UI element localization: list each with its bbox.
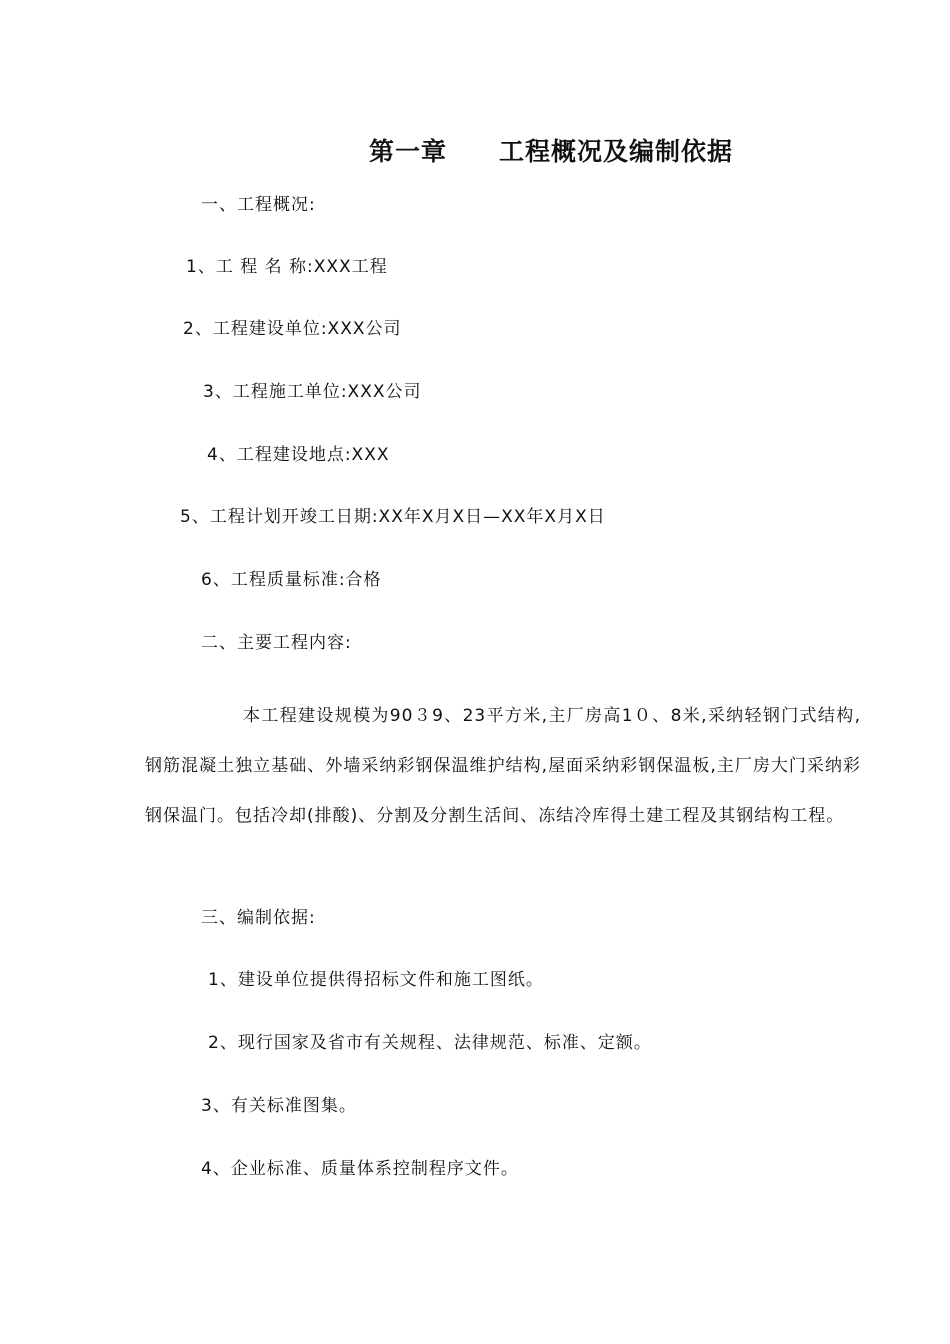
basis-item: 3、有关标准图集。 xyxy=(201,1096,357,1116)
project-quality-item: 6、工程质量标准:合格 xyxy=(201,570,382,590)
basis-item: 1、建设单位提供得招标文件和施工图纸。 xyxy=(208,970,544,990)
section-heading-basis: 三、编制依据: xyxy=(201,908,316,928)
chapter-title xyxy=(0,132,950,168)
section-heading-overview: 一、工程概况: xyxy=(201,195,316,215)
project-schedule-item: 5、工程计划开竣工日期:XX年Ⅹ月Ⅹ日—XX年Ⅹ月Ⅹ日 xyxy=(180,507,606,527)
project-owner-item: 2、工程建设单位:XXX公司 xyxy=(183,319,402,339)
project-contractor-item: 3、工程施工单位:XXⅩ公司 xyxy=(203,382,422,402)
chapter-heading: 工程概况及编制依据 xyxy=(499,137,734,166)
basis-item: 4、企业标准、质量体系控制程序文件。 xyxy=(201,1159,519,1179)
project-location-item: 4、工程建设地点:XXX xyxy=(207,445,390,465)
main-content-paragraph: 本工程建设规模为90３9、23平方米,主厂房高1０、8米,采纳轻钢门式结构,钢筋混凝土独立基础、外墙采纳彩钢保温维护结构,屋面采纳彩钢保温板,主厂房大门采纳彩钢保温门。包括冷却(排酸)、分割及分割生活间、冻结冷库得土建工程及其钢结构工程。 xyxy=(145,706,861,826)
section-heading-main-content: 二、主要工程内容: xyxy=(201,633,352,653)
chapter-number: 第一章 xyxy=(368,137,447,166)
basis-item: 2、现行国家及省市有关规程、法律规范、标准、定额。 xyxy=(208,1033,652,1053)
project-name-item: 1、工 程 名 称:ⅩXX工程 xyxy=(186,257,388,277)
